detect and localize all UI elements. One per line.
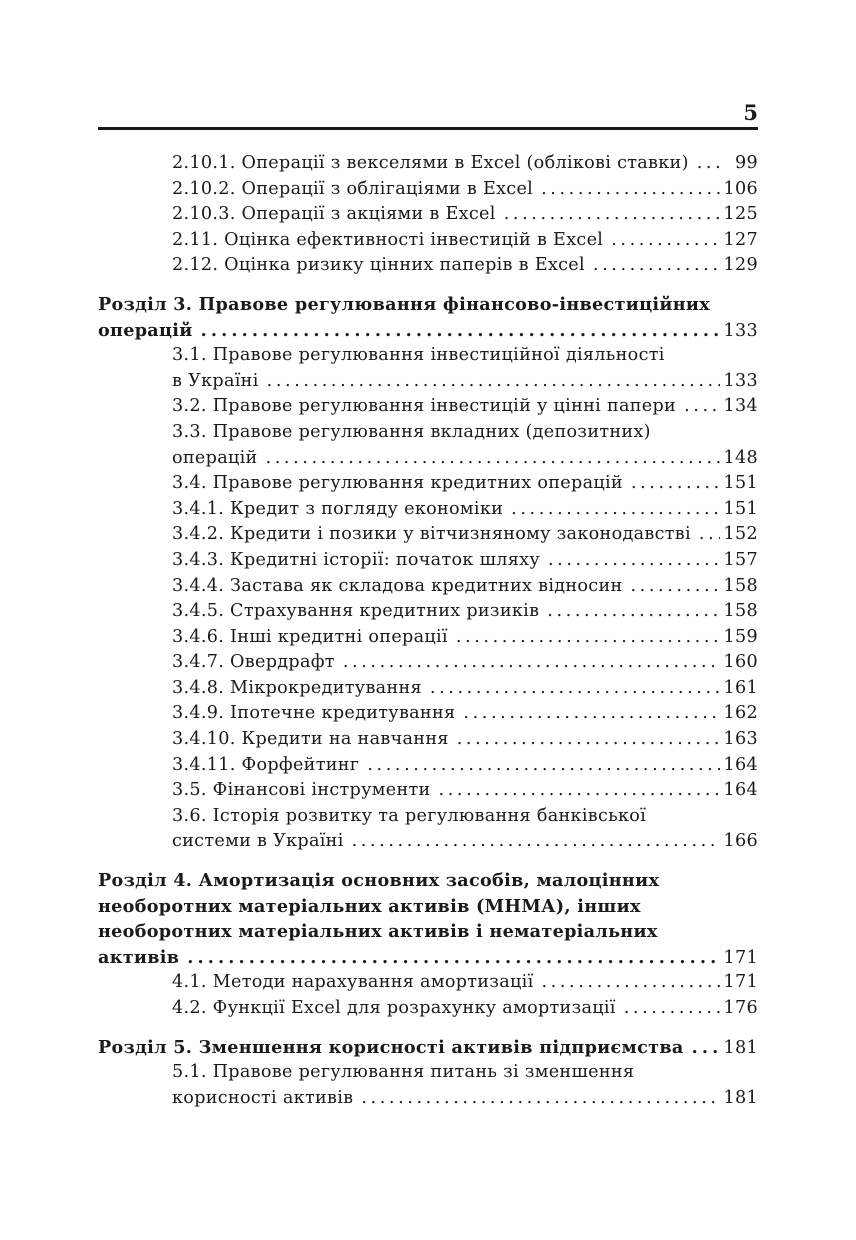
toc-entry-title: 3.4.3. Кредитні історії: початок шляху xyxy=(172,549,540,570)
toc-page-number: 99 xyxy=(735,153,758,173)
toc-page-number: 163 xyxy=(723,729,758,750)
toc-page-number: 160 xyxy=(723,652,758,673)
header-rule xyxy=(98,127,758,130)
toc-page-number: 158 xyxy=(723,601,758,622)
dot-leader xyxy=(361,1086,719,1112)
toc-page-number: 159 xyxy=(723,626,758,647)
toc-page-number: 133 xyxy=(723,320,758,341)
toc-entry-line xyxy=(98,420,758,446)
toc-entry-title: необоротних матеріальних активів (МНМА), інших xyxy=(98,895,641,917)
dot-leader xyxy=(541,177,719,203)
toc-entry-title: 2.12. Оцінка ризику цінних паперів в Excel xyxy=(172,255,585,276)
dot-leader xyxy=(352,829,720,855)
toc-entry-title: 3.4.7. Овердрафт xyxy=(172,652,335,673)
dot-leader xyxy=(343,650,720,676)
toc-entry-title: 4.1. Методи нарахування амортизації xyxy=(172,972,534,993)
toc-page-number: 171 xyxy=(723,972,758,993)
toc-entry-line xyxy=(98,650,758,676)
toc-entry-title: 3.4.6. Інші кредитні операції xyxy=(172,626,448,647)
dot-leader xyxy=(456,625,720,651)
toc-entry-title: в Україні xyxy=(172,370,259,391)
toc-entry-title: активів xyxy=(98,946,180,968)
toc-page-number: 133 xyxy=(723,370,758,391)
dot-leader xyxy=(699,522,720,548)
toc-page-number: 166 xyxy=(723,831,758,852)
toc-page-number: 134 xyxy=(723,396,758,417)
toc-entry-title: 2.10.3. Операції з акціями в Excel xyxy=(172,204,496,225)
dot-leader xyxy=(187,945,719,971)
toc-entry-title: 4.2. Функції Excel для розрахунку амортизації xyxy=(172,998,616,1018)
toc-entry-title: 3.4.5. Страхування кредитних ризиків xyxy=(172,601,540,622)
section-heading-line xyxy=(98,919,758,945)
dot-leader xyxy=(547,599,719,625)
dot-leader xyxy=(548,548,720,574)
dot-leader xyxy=(624,996,720,1022)
dot-leader xyxy=(430,676,720,702)
section-heading-line xyxy=(98,318,758,344)
toc-entry-line xyxy=(98,471,758,497)
toc-entry-line xyxy=(98,1086,758,1112)
section-heading-line xyxy=(98,292,758,318)
toc-entry-title: Розділ 5. Зменшення корисності активів підприємства xyxy=(98,1036,684,1058)
dot-leader xyxy=(367,753,719,779)
toc-entry-title: 3.4.4. Застава як складова кредитних відносин xyxy=(172,575,623,596)
toc-entry-line xyxy=(98,202,758,228)
toc-entry-title: Розділ 3. Правове регулювання фінансово-інвестиційних xyxy=(98,293,711,315)
toc-entry-line xyxy=(98,829,758,855)
page-number: 5 xyxy=(743,100,758,125)
dot-leader xyxy=(266,446,720,472)
toc-entry-title: 2.10.2. Операції з облігаціями в Excel xyxy=(172,178,534,199)
toc-entry-line xyxy=(98,625,758,651)
dot-leader xyxy=(697,151,724,177)
dot-leader xyxy=(457,727,720,753)
toc-entry-title: 3.1. Правове регулювання інвестиційної діяльності xyxy=(172,345,665,366)
toc-entry-line xyxy=(98,343,758,369)
toc-entry-line xyxy=(98,676,758,702)
toc-page-number: 151 xyxy=(723,473,758,494)
toc-page-number: 176 xyxy=(723,998,758,1018)
toc-entry-line xyxy=(98,497,758,523)
toc-entry-line xyxy=(98,727,758,753)
toc-entry-line xyxy=(98,369,758,395)
dot-leader xyxy=(684,394,719,420)
toc-entry-line xyxy=(98,701,758,727)
dot-leader xyxy=(593,253,720,279)
toc-page-number: 161 xyxy=(723,677,758,698)
toc-entry-line xyxy=(98,522,758,548)
toc-entry-title: 3.4. Правове регулювання кредитних операцій xyxy=(172,473,623,494)
section-heading-line xyxy=(98,868,758,894)
toc-page-number: 157 xyxy=(723,549,758,570)
toc-page-number: 148 xyxy=(723,447,758,468)
toc-page-number: 106 xyxy=(723,178,758,199)
section-heading-line xyxy=(98,945,758,971)
toc-entry-title: операцій xyxy=(98,319,193,341)
dot-leader xyxy=(692,1035,720,1061)
dot-leader xyxy=(463,701,719,727)
toc-entry-line xyxy=(98,804,758,830)
toc-entry-title: 3.6. Історія розвитку та регулювання банківської xyxy=(172,805,647,826)
toc-page-number: 158 xyxy=(723,575,758,596)
toc-entry-title: 3.3. Правове регулювання вкладних (депозитних) xyxy=(172,421,651,442)
dot-leader xyxy=(511,497,719,523)
toc-page-number: 164 xyxy=(723,780,758,801)
toc-entry-line xyxy=(98,151,758,177)
toc-entry-title: операцій xyxy=(172,447,258,468)
toc-entry-line xyxy=(98,228,758,254)
toc-entry-title: необоротних матеріальних активів і нематеріальних xyxy=(98,921,658,943)
section-heading-line xyxy=(98,1035,758,1061)
toc-entry-title: 3.2. Правове регулювання інвестицій у цінні папери xyxy=(172,396,677,417)
toc-page-number: 129 xyxy=(723,255,758,276)
toc-entry-line xyxy=(98,253,758,279)
toc-page-number: 151 xyxy=(723,498,758,519)
dot-leader xyxy=(504,202,720,228)
toc-entry-title: 2.11. Оцінка ефективності інвестицій в Excel xyxy=(172,229,604,250)
section-heading-line xyxy=(98,894,758,920)
toc-entry-line xyxy=(98,548,758,574)
toc-entry-title: 3.4.2. Кредити і позики у вітчизняному законодавстві xyxy=(172,524,691,545)
dot-leader xyxy=(439,778,720,804)
toc-entry-title: 3.4.10. Кредити на навчання xyxy=(172,729,449,750)
toc-entry-title: системи в Україні xyxy=(172,831,344,852)
dot-leader xyxy=(542,970,720,996)
toc-entry-title: 3.4.11. Форфейтинг xyxy=(172,754,360,775)
toc-entry-title: 3.5. Фінансові інструменти xyxy=(172,780,431,801)
toc-entry-line xyxy=(98,177,758,203)
toc-page-number: 181 xyxy=(723,1087,758,1108)
toc-entry-title: 3.4.9. Іпотечне кредитування xyxy=(172,703,456,724)
toc-entry-line xyxy=(98,1060,758,1086)
toc-entry-title: 2.10.1. Операції з векселями в Excel (облікові ставки) xyxy=(172,153,689,173)
toc-page-number: 171 xyxy=(723,947,758,968)
table-of-contents xyxy=(98,151,758,1111)
toc-page-number: 127 xyxy=(723,229,758,250)
dot-leader xyxy=(631,574,720,600)
toc-entry-title: корисності активів xyxy=(172,1087,354,1108)
toc-entry-title: 5.1. Правове регулювання питань зі зменшення xyxy=(172,1062,635,1083)
toc-entry-title: Розділ 4. Амортизація основних засобів, малоцінних xyxy=(98,870,660,892)
toc-entry-line xyxy=(98,599,758,625)
toc-entry-title: 3.4.8. Мікрокредитування xyxy=(172,677,422,698)
toc-entry-title: 3.4.1. Кредит з погляду економіки xyxy=(172,498,504,519)
toc-page-number: 152 xyxy=(723,524,758,545)
toc-page-number: 162 xyxy=(723,703,758,724)
toc-entry-line xyxy=(98,574,758,600)
toc-entry-line xyxy=(98,996,758,1022)
dot-leader xyxy=(267,369,720,395)
toc-entry-line xyxy=(98,778,758,804)
toc-entry-line xyxy=(98,394,758,420)
toc-entry-line xyxy=(98,970,758,996)
toc-entry-line xyxy=(98,753,758,779)
toc-page-number: 164 xyxy=(723,754,758,775)
dot-leader xyxy=(611,228,719,254)
toc-entry-line xyxy=(98,446,758,472)
dot-leader xyxy=(631,471,720,497)
toc-page-number: 181 xyxy=(723,1037,758,1058)
toc-page-number: 125 xyxy=(723,204,758,225)
dot-leader xyxy=(201,318,720,344)
